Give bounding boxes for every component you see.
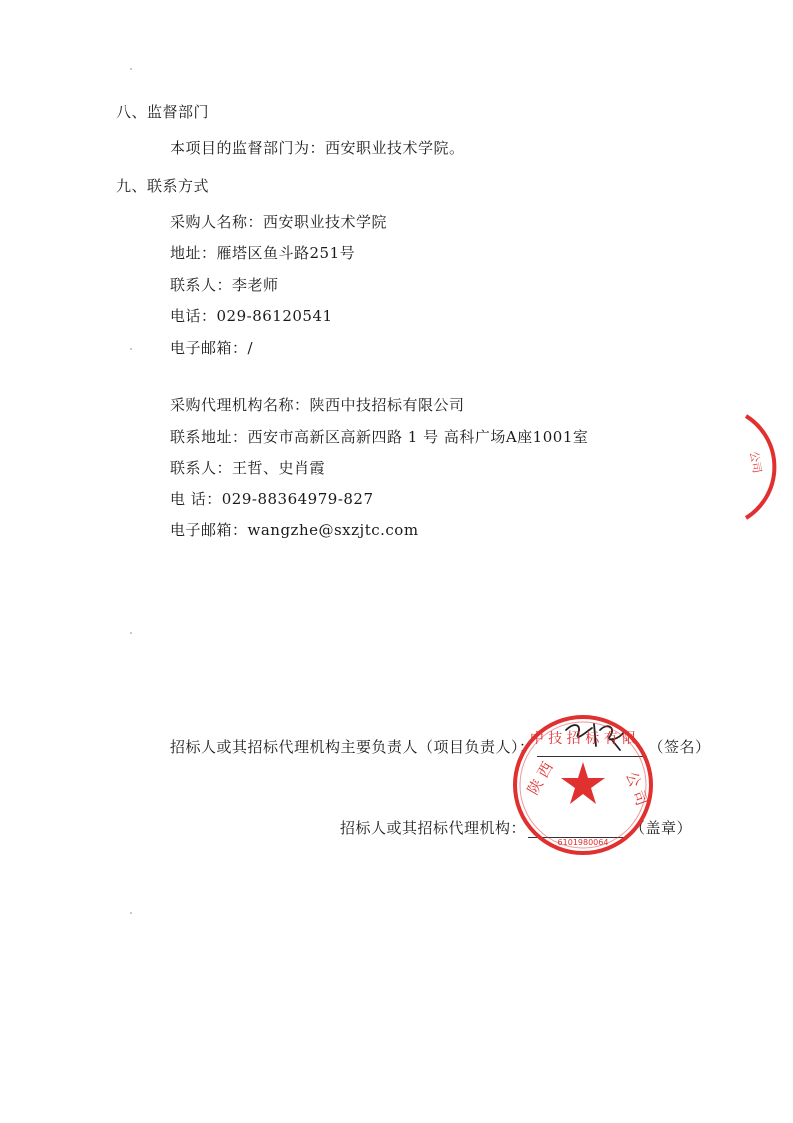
margin-dot [130, 68, 132, 70]
purchaser-phone: 电话：029-86120541 [170, 307, 333, 325]
signature-line-leader-label: 招标人或其招标代理机构主要负责人（项目负责人）： [170, 738, 535, 756]
svg-text:陕 西: 陕 西 [523, 758, 557, 798]
agency-address: 联系地址：西安市高新区高新四路 1 号 高科广场A座1001室 [170, 428, 589, 446]
purchaser-contact: 联系人：李老师 [170, 276, 279, 294]
section-heading-supervision: 八、监督部门 [116, 103, 210, 121]
svg-text:公 司: 公 司 [622, 769, 652, 809]
partial-seal-edge-icon [738, 412, 793, 522]
supervision-text: 本项目的监督部门为：西安职业技术学院。 [170, 139, 465, 157]
purchaser-name: 采购人名称：西安职业技术学院 [170, 213, 388, 231]
svg-text:公司: 公司 [747, 450, 764, 475]
agency-contact: 联系人：王哲、史肖霞 [170, 459, 326, 477]
margin-dot [130, 632, 132, 634]
svg-text:6101980064: 6101980064 [557, 838, 609, 847]
signature-line-agency-label: 招标人或其招标代理机构： [340, 819, 527, 837]
signature-line-leader-suffix: （签名） [648, 738, 711, 756]
section-heading-contact: 九、联系方式 [116, 177, 210, 195]
signature-line-agency-suffix: （盖章） [630, 819, 693, 837]
company-seal-icon [508, 710, 658, 860]
purchaser-email: 电子邮箱：/ [170, 339, 254, 357]
agency-phone: 电 话：029-88364979-827 [170, 490, 374, 508]
svg-text:中 技 招 标 有 限: 中 技 招 标 有 限 [529, 731, 637, 747]
agency-name: 采购代理机构名称：陕西中技招标有限公司 [170, 396, 465, 414]
purchaser-address: 地址：雁塔区鱼斗路251号 [170, 244, 356, 262]
agency-email: 电子邮箱：wangzhe@sxzjtc.com [170, 521, 419, 539]
margin-dot [130, 912, 132, 914]
margin-dot [130, 348, 132, 350]
